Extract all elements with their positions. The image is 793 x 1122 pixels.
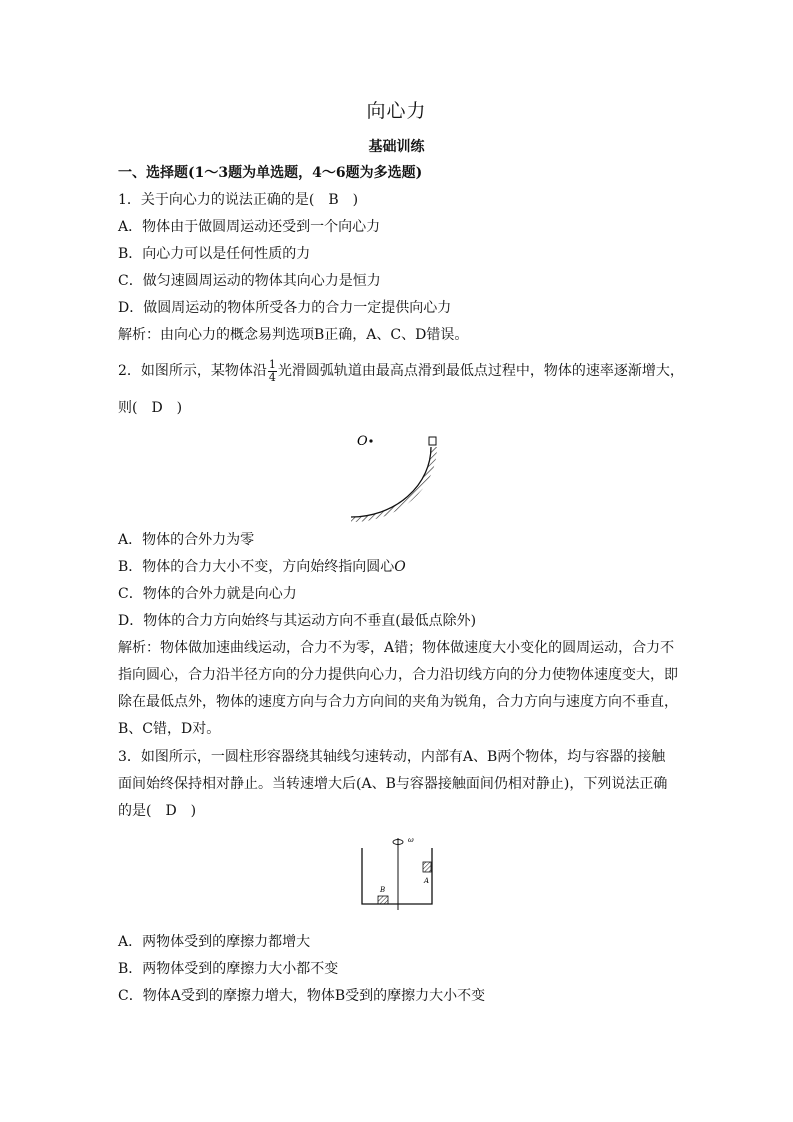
quarter-arc-figure	[345, 425, 455, 525]
rotating-container-figure	[356, 834, 440, 910]
section-heading: 一、选择题(1～3题为单选题，4～6题为多选题)	[118, 165, 423, 181]
block-b	[378, 896, 388, 904]
q3-stem-1: 3．如图所示，一圆柱形容器绕其轴线匀速转动，内部有A、B两个物体，均与容器的接触	[118, 749, 666, 765]
q2-stem	[118, 357, 684, 385]
q2-option-b-o: O	[394, 559, 406, 575]
q2-fraction-den: 4	[268, 370, 276, 384]
container-svg	[356, 834, 440, 910]
arc-track	[351, 447, 431, 517]
center-point	[369, 439, 372, 442]
q2-stem-pre: 2．如图所示，某物体沿	[118, 363, 267, 379]
q2-fraction-num: 1	[268, 357, 276, 371]
q1-stem: 1．关于向心力的说法正确的是( B )	[118, 192, 359, 208]
q2-option-b	[118, 554, 678, 581]
block-a-label: A	[424, 877, 430, 885]
arc-hatching	[351, 447, 437, 522]
q2-fraction	[268, 359, 277, 384]
page-title: 向心力	[366, 100, 427, 122]
quarter-arc-svg	[345, 425, 455, 525]
page-subtitle: 基础训练	[368, 139, 425, 155]
q2-analysis-3: 除在最低点外，物体的速度方向与合力方向间的夹角为锐角，合力方向与速度方向不垂直，	[118, 694, 678, 710]
q2-option-b-text: B．物体的合力大小不变，方向始终指向圆心	[118, 559, 395, 575]
block-a	[423, 862, 431, 872]
q2-stem-line2: 则( D )	[118, 400, 183, 416]
block-b-label: B	[380, 886, 386, 894]
q2-analysis-1: 解析：物体做加速曲线运动，合力不为零，A错；物体做速度大小变化的圆周运动，合力不	[118, 640, 675, 656]
block-object	[429, 437, 436, 445]
q1-option-b: B．向心力可以是任何性质的力	[118, 246, 311, 262]
q2-analysis-4: B、C错，D对。	[118, 721, 221, 737]
omega-label: ω	[408, 836, 414, 844]
q2-option-c: C．物体的合外力就是向心力	[118, 586, 297, 602]
q3-option-a: A．两物体受到的摩擦力都增大	[118, 934, 311, 950]
q3-stem-2: 面间始终保持相对静止。当转速增大后(A、B与容器接触面间仍相对静止)，下列说法正确	[118, 776, 668, 792]
q3-option-c: C．物体A受到的摩擦力增大，物体B受到的摩擦力大小不变	[118, 988, 486, 1004]
q1-option-d: D．做圆周运动的物体所受各力的合力一定提供向心力	[118, 300, 452, 316]
q2-stem-post: 光滑圆弧轨道由最高点滑到最低点过程中，物体的速率逐渐增大，	[277, 363, 684, 379]
q1-analysis: 解析：由向心力的概念易判选项B正确，A、C、D错误。	[118, 327, 469, 343]
q2-option-d: D．物体的合力方向始终与其运动方向不垂直(最低点除外)	[118, 613, 477, 629]
q2-analysis-2: 指向圆心，合力沿半径方向的分力提供向心力，合力沿切线方向的分力使物体速度变大，即	[118, 667, 678, 683]
q2-option-a: A．物体的合外力为零	[118, 532, 255, 548]
q1-option-c: C．做匀速圆周运动的物体其向心力是恒力	[118, 273, 381, 289]
q3-option-b: B．两物体受到的摩擦力大小都不变	[118, 961, 339, 977]
container-walls	[362, 848, 432, 904]
q3-stem-3: 的是( D )	[118, 803, 197, 819]
center-o-label: O	[357, 434, 368, 449]
q1-option-a: A．物体由于做圆周运动还受到一个向心力	[118, 219, 381, 235]
